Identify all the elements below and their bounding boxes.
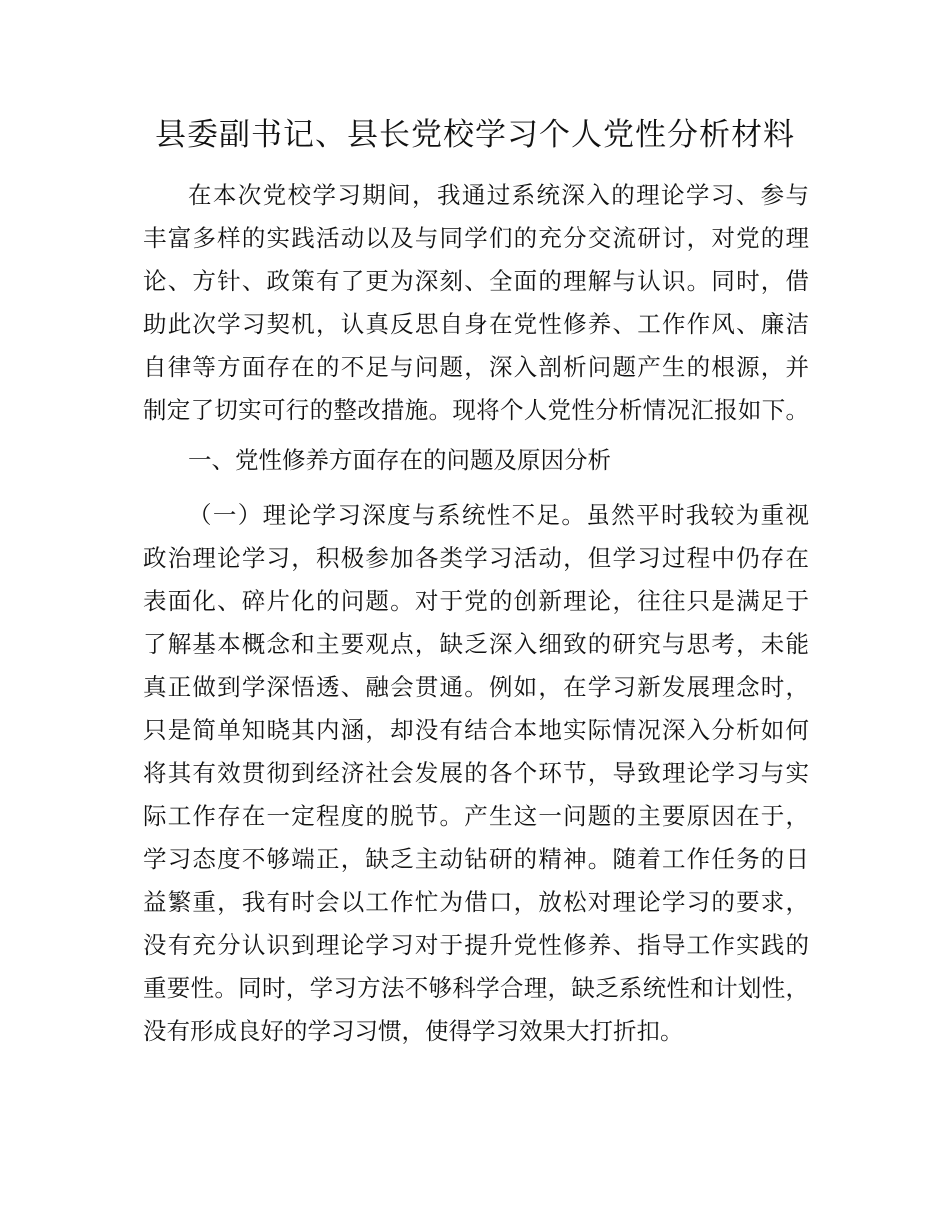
- text-line: 学习态度不够端正，缺乏主动钻研的精神。随着工作任务的日: [143, 846, 809, 872]
- text-line: 益繁重，我有时会以工作忙为借口，放松对理论学习的要求，: [143, 889, 809, 915]
- text-line: 政治理论学习，积极参加各类学习活动，但学习过程中仍存在: [143, 545, 809, 571]
- text-line: 自律等方面存在的不足与问题，深入剖析问题产生的根源，并: [143, 354, 809, 380]
- text-line: 只是简单知晓其内涵，却没有结合本地实际情况深入分析如何: [143, 717, 809, 743]
- section-heading: 一、党性修养方面存在的问题及原因分析: [188, 447, 611, 473]
- text-line: 际工作存在一定程度的脱节。产生这一问题的主要原因在于，: [143, 803, 809, 829]
- text-line: 丰富多样的实践活动以及与同学们的充分交流研讨，对党的理: [143, 225, 809, 251]
- text-line: 助此次学习契机，认真反思自身在党性修养、工作作风、廉洁: [143, 311, 809, 337]
- text-line: 没有充分认识到理论学习对于提升党性修养、指导工作实践的: [143, 932, 809, 958]
- text-line: 制定了切实可行的整改措施。现将个人党性分析情况汇报如下。: [143, 397, 809, 423]
- text-line: 在本次党校学习期间，我通过系统深入的理论学习、参与: [188, 182, 809, 208]
- text-line: 将其有效贯彻到经济社会发展的各个环节，导致理论学习与实: [143, 760, 809, 786]
- document-title: 县委副书记、县长党校学习个人党性分析材料: [155, 117, 795, 152]
- text-line: 表面化、碎片化的问题。对于党的创新理论，往往只是满足于: [143, 588, 809, 614]
- text-line: 重要性。同时，学习方法不够科学合理，缺乏系统性和计划性，: [143, 975, 809, 1001]
- text-line: 论、方针、政策有了更为深刻、全面的理解与认识。同时，借: [143, 268, 809, 294]
- text-line: 真正做到学深悟透、融会贯通。例如，在学习新发展理念时，: [143, 674, 809, 700]
- text-line: 没有形成良好的学习习惯，使得学习效果大打折扣。: [143, 1018, 684, 1044]
- text-line: 了解基本概念和主要观点，缺乏深入细致的研究与思考，未能: [143, 631, 809, 657]
- text-line: （一）理论学习深度与系统性不足。虽然平时我较为重视: [188, 502, 809, 528]
